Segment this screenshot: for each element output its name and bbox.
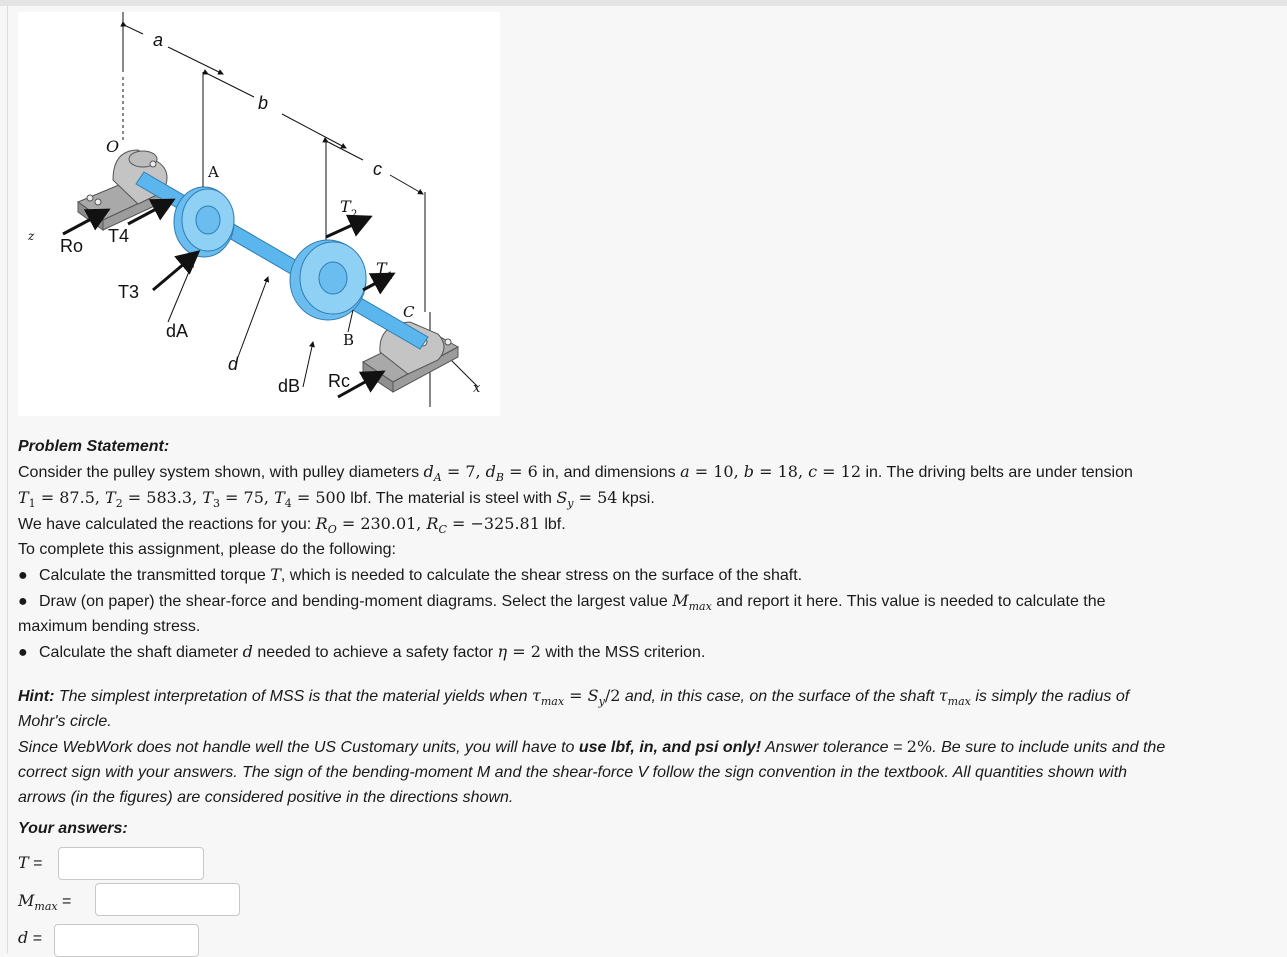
- label-z: z: [28, 229, 35, 243]
- dA-sub: A: [433, 471, 442, 485]
- problem-title: [18, 434, 1278, 459]
- a-symbol: a: [680, 462, 690, 481]
- Ro-symbol: R: [315, 514, 328, 533]
- b3-eta-value: = 2: [507, 642, 541, 661]
- Rc-sub: C: [438, 523, 447, 537]
- M-label-eq: =: [57, 893, 72, 910]
- hint-text-4: Mohr's circle.: [18, 713, 112, 730]
- Sy-sub: y: [567, 497, 574, 511]
- d-label-eq: =: [28, 930, 43, 947]
- hint-eq: =: [564, 686, 588, 705]
- hint-tau: τ: [531, 686, 541, 705]
- T4-sub: 4: [284, 497, 292, 511]
- T3-value: = 75,: [219, 488, 275, 507]
- units-text-3: . Be sure to include units and the: [932, 739, 1166, 756]
- b1-text-b: , which is needed to calculate the shear stress on the surface of the shaft.: [280, 567, 803, 584]
- dims-text: in, and dimensions: [537, 464, 681, 481]
- T3-sub: 3: [212, 497, 220, 511]
- label-B: B: [343, 331, 355, 349]
- problem-line-1: [18, 459, 1278, 485]
- b3-eta-symbol: η: [497, 642, 508, 661]
- intro-text: Consider the pulley system shown, with pulley diameters: [18, 464, 420, 481]
- shaft-diagram: [18, 12, 500, 416]
- a-value: = 10,: [689, 462, 744, 481]
- hint-tau-sub: max: [540, 695, 565, 709]
- pulley-shaft-figure: [18, 12, 500, 416]
- bullet-1: [18, 562, 1278, 588]
- b2-M-sub: max: [688, 600, 712, 614]
- T2-symbol: T: [105, 488, 116, 507]
- pulley-b: [290, 240, 366, 320]
- T3-symbol: T: [202, 488, 213, 507]
- b3-text-b: needed to achieve a safety factor: [252, 644, 498, 661]
- T2-value: = 583.3,: [122, 488, 203, 507]
- T1-value: = 87.5,: [35, 488, 106, 507]
- answer-d-input[interactable]: [54, 924, 199, 957]
- label-T2: T: [340, 197, 351, 216]
- b3-text-c: with the MSS criterion.: [540, 644, 706, 661]
- answer-Mmax-input[interactable]: [95, 883, 240, 916]
- units-text-1: Since WebWork does not handle well the US Customary units, you will have to: [18, 739, 579, 756]
- todo-text: To complete this assignment, please do the following:: [18, 541, 396, 558]
- label-A: A: [208, 163, 219, 181]
- T4-value: = 500: [291, 488, 346, 507]
- b2-M-symbol: M: [672, 591, 689, 610]
- label-O: O: [106, 137, 120, 156]
- T1-symbol: T: [18, 488, 29, 507]
- material-text: lbf. The material is steel with: [345, 490, 557, 507]
- M-label-symbol: M: [18, 891, 35, 910]
- label-x: x: [473, 381, 481, 396]
- label-T1-sub: 1: [387, 271, 394, 282]
- dA-symbol: d: [423, 462, 434, 481]
- top-border: [0, 0, 1287, 6]
- tension-text: in. The driving belts are under tension: [861, 464, 1133, 481]
- hint-line-2: [18, 709, 1278, 734]
- hint-line-3: [18, 734, 1278, 760]
- Sy-symbol: S: [556, 488, 568, 507]
- hint-label: Hint:: [18, 688, 55, 705]
- hint-Sy: S: [587, 686, 599, 705]
- label-dB: dB: [278, 376, 301, 396]
- answer-T-input[interactable]: [58, 847, 204, 880]
- pulley-a: [174, 187, 234, 257]
- label-Ro: Ro: [60, 236, 84, 256]
- c-symbol: c: [808, 462, 818, 481]
- d-label-symbol: d: [18, 928, 29, 947]
- problem-line-3: [18, 511, 1278, 537]
- Sy-value: = 54: [573, 488, 618, 507]
- hint-tau-2-sub: max: [947, 695, 971, 709]
- label-T1: T: [376, 259, 387, 278]
- units-bold: use lbf, in, and psi only!: [578, 739, 762, 756]
- bullet-2-cont: [18, 614, 1278, 639]
- b2-text-c: maximum bending stress.: [18, 618, 201, 635]
- hint-tau-2: τ: [938, 686, 948, 705]
- reactions-text: We have calculated the reactions for you:: [18, 516, 316, 533]
- Rc-value: = −325.81: [446, 514, 540, 533]
- b1-text-a: Calculate the transmitted torque: [39, 567, 271, 584]
- problem-title-text: Problem Statement:: [18, 438, 170, 455]
- T1-sub: 1: [28, 497, 36, 511]
- T-label-symbol: T: [18, 853, 29, 872]
- answer-M-label: [18, 891, 72, 914]
- answers-title: [18, 820, 128, 838]
- bullet-3: [18, 639, 1278, 665]
- bullet-2: [18, 588, 1278, 614]
- bullet-dot: ●: [18, 567, 28, 584]
- label-c: c: [373, 159, 382, 179]
- problem-line-2: [18, 485, 1278, 511]
- hint-Sy-sub: y: [598, 695, 605, 709]
- T2-sub: 2: [115, 497, 123, 511]
- hint-half: /2: [604, 686, 621, 705]
- b3-d-symbol: d: [242, 642, 253, 661]
- answers-title-text: Your answers:: [18, 820, 128, 837]
- hint-line-5: [18, 785, 1278, 810]
- hint-line-4: [18, 760, 1278, 785]
- label-dA: dA: [166, 321, 189, 341]
- dB-sub: B: [495, 471, 505, 485]
- bullet-dot: ●: [18, 644, 28, 661]
- b1-T-symbol: T: [270, 565, 281, 584]
- label-d: d: [228, 354, 239, 374]
- label-a: a: [153, 30, 164, 50]
- dB-value: = 6: [504, 462, 538, 481]
- label-T3: T3: [118, 282, 140, 302]
- c-value: = 12: [817, 462, 862, 481]
- hint-text-2: and, in this case, on the surface of the shaft: [620, 688, 939, 705]
- lbf-text: lbf.: [539, 516, 566, 533]
- answer-T-label: [18, 853, 42, 873]
- dB-symbol: d: [485, 462, 496, 481]
- left-rule: [7, 6, 8, 953]
- label-Rc: Rc: [328, 371, 350, 391]
- label-b: b: [258, 93, 269, 113]
- b-value: = 18,: [754, 462, 809, 481]
- arrows-text: arrows (in the figures) are considered positive in the directions shown.: [18, 789, 514, 806]
- T4-symbol: T: [274, 488, 285, 507]
- hint-text-1: The simplest interpretation of MSS is that the material yields when: [54, 688, 532, 705]
- hint-line-1: [18, 683, 1278, 709]
- label-T2-sub: 2: [351, 209, 358, 220]
- kpsi-text: kpsi.: [617, 490, 655, 507]
- sign-text: correct sign with your answers. The sign of the bending-moment M and the shear-force V follow the sign convention in the textbook. All quantities shown with: [18, 764, 1128, 781]
- b-symbol: b: [743, 462, 754, 481]
- hint-text-3: is simply the radius of: [970, 688, 1130, 705]
- bullet-dot: ●: [18, 593, 28, 610]
- b3-text-a: Calculate the shaft diameter: [39, 644, 243, 661]
- tolerance-value: 2%: [906, 737, 933, 756]
- answer-d-label: [18, 928, 42, 948]
- T-label-eq: =: [28, 855, 43, 872]
- b2-text-b: and report it here. This value is needed to calculate the: [711, 593, 1106, 610]
- dA-value: = 7,: [441, 462, 486, 481]
- b2-text-a: Draw (on paper) the shear-force and bending-moment diagrams. Select the largest value: [39, 593, 673, 610]
- label-T4: T4: [108, 226, 130, 246]
- M-label-sub: max: [34, 900, 58, 914]
- units-text-2: Answer tolerance =: [761, 739, 907, 756]
- todo-line: [18, 537, 1278, 562]
- Rc-symbol: R: [426, 514, 439, 533]
- problem-content: [18, 434, 1278, 810]
- Ro-value: = 230.01,: [336, 514, 427, 533]
- label-C: C: [403, 303, 415, 321]
- Ro-sub: O: [327, 523, 337, 537]
